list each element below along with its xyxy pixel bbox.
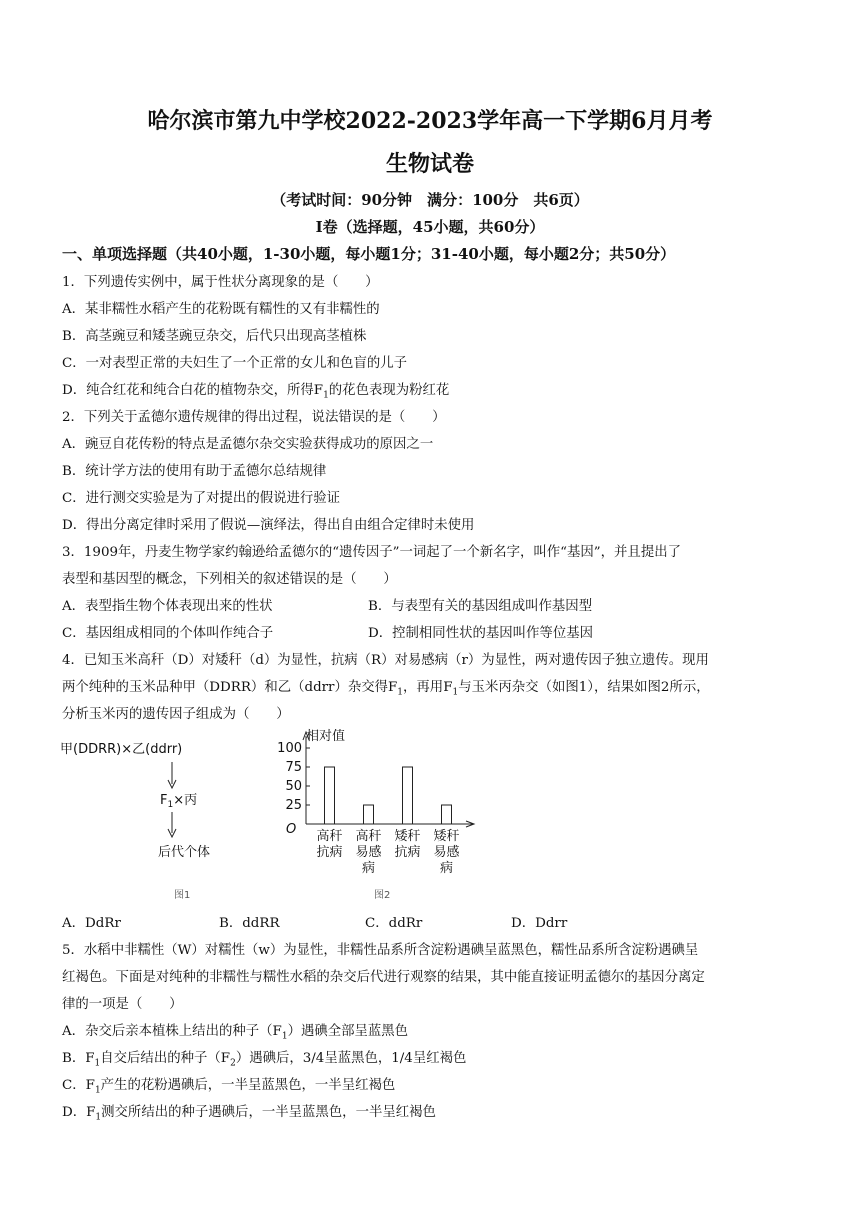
- figure-2-bar-chart: [268, 726, 488, 906]
- chart-category-label: 抗病: [394, 845, 421, 860]
- figure1-caption: 图1: [174, 890, 191, 901]
- exam-title: 哈尔滨市第九中学校2022-2023学年高一下学期6月月考: [147, 108, 713, 134]
- chart-bar: [403, 767, 413, 824]
- chart-bar: [364, 805, 374, 824]
- q1-option-b: B．高茎豌豆和矮茎豌豆杂交，后代只出现高茎植株: [62, 329, 367, 344]
- part-heading: Ⅰ卷（选择题，45小题，共60分）: [315, 218, 545, 236]
- q2-stem: 2．下列关于孟德尔遗传规律的得出过程，说法错误的是（ ）: [62, 410, 446, 425]
- q2-option-b: B．统计学方法的使用有助于孟德尔总结规律: [62, 464, 327, 479]
- q2-option-a: A．豌豆自花传粉的特点是孟德尔杂交实验获得成功的原因之一: [62, 437, 434, 452]
- q4-stem-line1: 4．已知玉米高秆（D）对矮秆（d）为显性，抗病（R）对易感病（r）为显性，两对遗传因子独立遗传。现用: [62, 653, 709, 668]
- q5-option-b: B．$F_1$自交后结出的种子$(F_2)$遇碘后，3/4呈蓝黑色，1/4呈红褐色: [62, 1051, 467, 1069]
- q2-option-d: D．得出分离定律时采用了假说—演绎法，得出自由组合定律时未使用: [62, 518, 475, 533]
- chart-category-label: 抗病: [316, 845, 343, 860]
- q5-option-d: D．$F_1$测交所结出的种子遇碘后，一半呈蓝黑色，一半呈红褐色: [62, 1105, 436, 1123]
- q4-option-b: B．ddRR: [219, 916, 280, 931]
- q4-option-d: D．Ddrr: [511, 916, 568, 931]
- q3-option-b: B．与表型有关的基因组成叫作基因型: [368, 599, 593, 614]
- chart-category-label: 病: [439, 861, 454, 876]
- q5-option-c: C．$F_1$产生的花粉遇碘后，一半呈蓝黑色，一半呈红褐色: [62, 1078, 396, 1096]
- figure1-f1-cross-label: $F_1\times$丙: [160, 793, 198, 810]
- q5-stem-line1: 5．水稻中非糯性（W）对糯性（w）为显性，非糯性品系所含淀粉遇碘呈蓝黑色，糯性品系所含淀粉遇碘呈: [62, 943, 699, 958]
- exam-meta: （考试时间：90分钟 满分：100分 共6页）: [271, 191, 589, 209]
- chart-category-label: 病: [361, 861, 376, 876]
- q1-option-c: C．一对表型正常的夫妇生了一个正常的女儿和色盲的儿子: [62, 356, 408, 371]
- chart-caption: 图2: [374, 890, 391, 901]
- chart-ytick-label: 50: [285, 779, 302, 794]
- q3-option-a: A．表型指生物个体表现出来的性状: [62, 599, 273, 614]
- q4-stem-line3: 分析玉米丙的遗传因子组成为（ ）: [62, 707, 290, 722]
- q3-option-c: C．基因组成相同的个体叫作纯合子: [62, 626, 274, 641]
- q1-stem: 1．下列遗传实例中，属于性状分离现象的是（ ）: [62, 275, 379, 290]
- q3-stem-line1: 3．1909年，丹麦生物学家约翰逊给孟德尔的“遗传因子”一词起了一个新名字，叫作“基因”，并且提出了: [62, 545, 681, 560]
- q4-option-a: A．DdRr: [62, 916, 121, 931]
- chart-category-label: 高秆: [316, 829, 343, 844]
- q3-option-d: D．控制相同性状的基因叫作等位基因: [368, 626, 593, 641]
- figure1-offspring-label: 后代个体: [158, 845, 211, 860]
- chart-ytick-label: 25: [285, 798, 302, 813]
- figure1-cross-label: 甲(DDRR)×乙(ddrr): [60, 742, 183, 757]
- exam-subtitle: 生物试卷: [385, 151, 474, 177]
- q1-option-d: D．纯合红花和纯合白花的植物杂交，所得$F_1$的花色表现为粉红花: [62, 383, 450, 401]
- chart-category-label: 易感: [355, 845, 382, 860]
- q4-stem-line2: 两个纯种的玉米品种甲（DDRR）和乙（ddrr）杂交得$F_1$，再用$F_1$与玉米丙杂交（如图1），结果如图2所示，: [62, 680, 710, 698]
- chart-bar: [325, 767, 335, 824]
- chart-category-label: 高秆: [355, 829, 382, 844]
- q2-option-c: C．进行测交实验是为了对提出的假说进行验证: [62, 491, 341, 506]
- q1-option-a: A．某非糯性水稻产生的花粉既有糯性的又有非糯性的: [62, 302, 380, 317]
- q5-stem-line2: 红褐色。下面是对纯种的非糯性与糯性水稻的杂交后代进行观察的结果，其中能直接证明孟德尔的基因分离定: [62, 970, 705, 985]
- chart-ytick-label: 100: [277, 741, 302, 756]
- chart-bar: [442, 805, 452, 824]
- q5-stem-line3: 律的一项是（ ）: [62, 997, 183, 1012]
- chart-ytick-label: 75: [285, 760, 302, 775]
- chart-category-label: 矮秆: [394, 829, 421, 844]
- section-heading: 一、单项选择题（共40小题，1-30小题，每小题1分；31-40小题，每小题2分；共50分）: [62, 245, 676, 263]
- q5-option-a: A．杂交后亲本植株上结出的种子$(F_1)$遇碘全部呈蓝黑色: [62, 1024, 409, 1042]
- chart-ylabel: 相对值: [306, 729, 346, 744]
- chart-category-label: 矮秆: [433, 829, 460, 844]
- figure-1-cross-diagram: [60, 732, 260, 904]
- chart-category-label: 易感: [433, 845, 460, 860]
- chart-origin-label: O: [286, 822, 297, 837]
- q4-option-c: C．ddRr: [365, 916, 423, 931]
- q3-stem-line2: 表型和基因型的概念，下列相关的叙述错误的是（ ）: [62, 572, 397, 587]
